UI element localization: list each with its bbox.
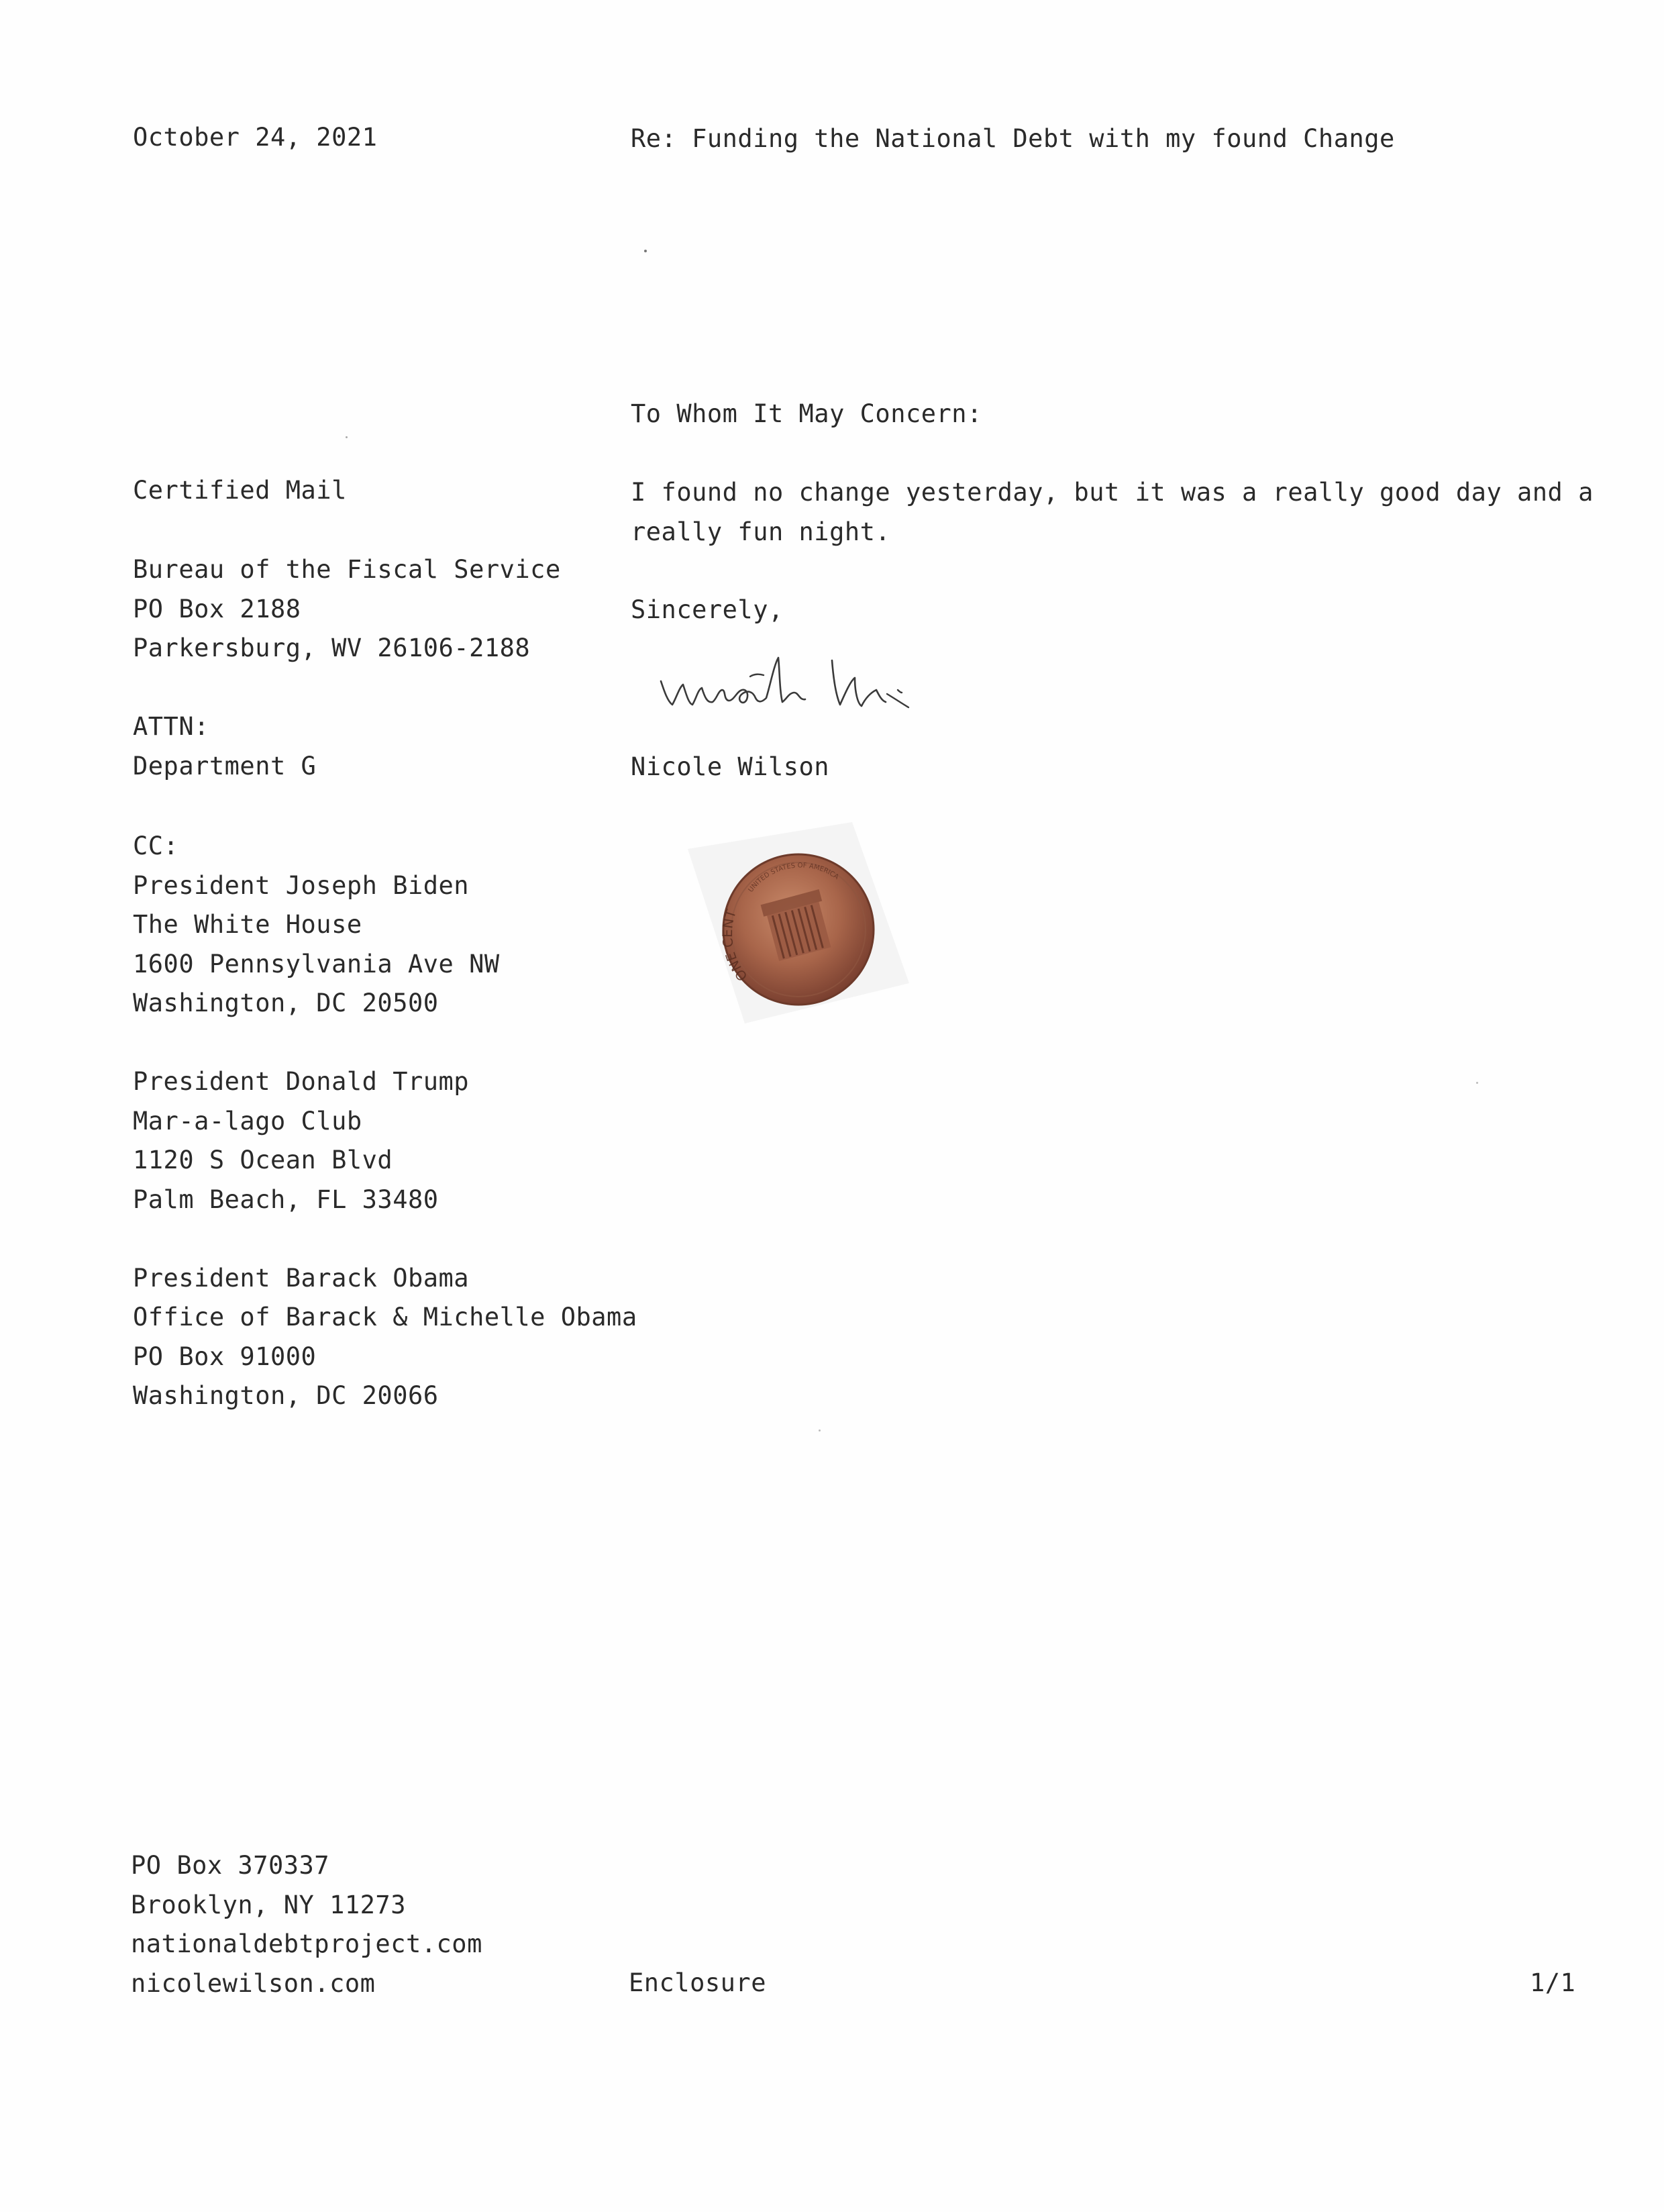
scan-speck xyxy=(346,436,348,438)
cc-line: PO Box 91000 xyxy=(133,1342,317,1371)
cc-line: The White House xyxy=(133,910,362,939)
page-number: 1/1 xyxy=(1530,1968,1576,1997)
letter-subject: Re: Funding the National Debt with my found Change xyxy=(631,124,1395,153)
signature-name: Nicole Wilson xyxy=(631,752,830,781)
taped-penny-enclosure xyxy=(684,822,913,1037)
cc-line: President Donald Trump xyxy=(133,1067,470,1096)
cc-spacer xyxy=(133,1023,637,1063)
cc-line: Mar-a-lago Club xyxy=(133,1106,362,1136)
coin-inscription-top: UNITED STATES OF AMERICA xyxy=(747,862,840,894)
salutation: To Whom It May Concern: xyxy=(631,399,982,428)
address-line: PO Box 2188 xyxy=(133,594,301,623)
coin-inscription-left: ONE CENT xyxy=(719,907,751,985)
address-line: Bureau of the Fiscal Service xyxy=(133,555,561,584)
address-line: Parkersburg, WV 26106-2188 xyxy=(133,634,531,662)
scan-speck xyxy=(1476,1082,1478,1084)
attn-department: Department G xyxy=(133,751,317,781)
sender-address xyxy=(131,1846,482,2003)
body-line: really fun night. xyxy=(631,517,891,546)
closing: Sincerely, xyxy=(631,595,784,624)
cc-line: Office of Barack & Michelle Obama xyxy=(133,1303,637,1331)
body-line: I found no change yesterday, but it was a really good day and a xyxy=(631,478,1594,507)
sender-url[interactable]: nationaldebtproject.com xyxy=(131,1929,482,1958)
sender-url[interactable]: nicolewilson.com xyxy=(131,1968,376,1998)
scan-speck xyxy=(644,250,647,252)
recipient-address xyxy=(133,550,561,668)
handwritten-signature xyxy=(651,651,1013,732)
cc-line: 1120 S Ocean Blvd xyxy=(133,1146,393,1174)
enclosure-label: Enclosure xyxy=(629,1968,766,1997)
cc-line: Washington, DC 20500 xyxy=(133,989,439,1017)
delivery-method: Certified Mail xyxy=(133,476,347,505)
letter-date: October 24, 2021 xyxy=(133,123,378,152)
cc-block xyxy=(133,827,637,1416)
scan-speck xyxy=(819,1429,821,1431)
letter-body xyxy=(631,473,1594,552)
sender-line: Brooklyn, NY 11273 xyxy=(131,1890,406,1919)
attn-label: ATTN: xyxy=(133,712,209,741)
cc-line: President Joseph Biden xyxy=(133,870,470,900)
cc-label: CC: xyxy=(133,832,179,860)
cc-line: 1600 Pennsylvania Ave NW xyxy=(133,949,500,978)
cc-spacer xyxy=(133,1219,637,1259)
sender-line: PO Box 370337 xyxy=(131,1851,330,1880)
attention-block xyxy=(133,707,316,786)
cc-line: President Barack Obama xyxy=(133,1263,470,1293)
cc-line: Washington, DC 20066 xyxy=(133,1381,439,1410)
cc-line: Palm Beach, FL 33480 xyxy=(133,1185,439,1214)
